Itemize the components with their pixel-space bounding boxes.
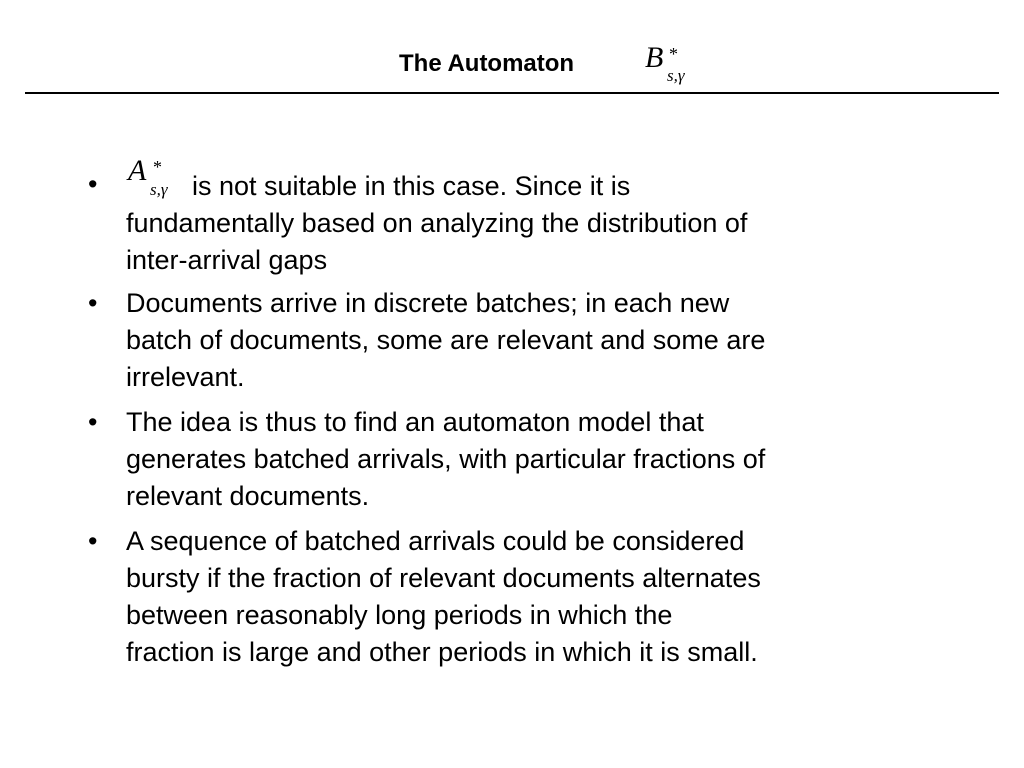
bullet-line: irrelevant. bbox=[126, 362, 245, 392]
bullet-line: fundamentally based on analyzing the distribution of bbox=[126, 208, 748, 238]
bullet-icon: • bbox=[88, 288, 98, 318]
bullet-symbol-subscript: s,γ bbox=[150, 180, 168, 199]
bullet-line: relevant documents. bbox=[126, 481, 370, 511]
bullet-symbol-superscript: * bbox=[153, 157, 162, 177]
bullet-text bbox=[126, 404, 956, 515]
title-symbol-superscript: * bbox=[669, 44, 678, 64]
bullet-line: inter-arrival gaps bbox=[126, 245, 328, 275]
bullet-symbol-base: A bbox=[128, 154, 147, 187]
bullet-icon: • bbox=[88, 407, 98, 437]
bullet-text bbox=[126, 523, 956, 671]
title-symbol-base: B bbox=[645, 41, 664, 74]
bullet-line: fraction is large and other periods in which it is small. bbox=[126, 637, 758, 667]
bullet-icon: • bbox=[88, 526, 98, 556]
bullet-line: bursty if the fraction of relevant documents alternates bbox=[126, 563, 761, 593]
bullet-text bbox=[126, 285, 956, 396]
title-symbol-subscript: s,γ bbox=[667, 66, 685, 85]
bullet-icon: • bbox=[88, 169, 98, 199]
title-text: The Automaton bbox=[399, 50, 575, 77]
bullet-line: between reasonably long periods in which the bbox=[126, 600, 673, 630]
bullet-line: Documents arrive in discrete batches; in each new bbox=[126, 288, 730, 318]
bullet-line: generates batched arrivals, with particular fractions of bbox=[126, 444, 766, 474]
bullet-line: A sequence of batched arrivals could be considered bbox=[126, 526, 745, 556]
bullet-line: The idea is thus to find an automaton model that bbox=[126, 407, 704, 437]
bullet-line: batch of documents, some are relevant and some are bbox=[126, 325, 766, 355]
bullet-line: is not suitable in this case. Since it is bbox=[192, 171, 631, 201]
bullet-text bbox=[126, 168, 956, 279]
